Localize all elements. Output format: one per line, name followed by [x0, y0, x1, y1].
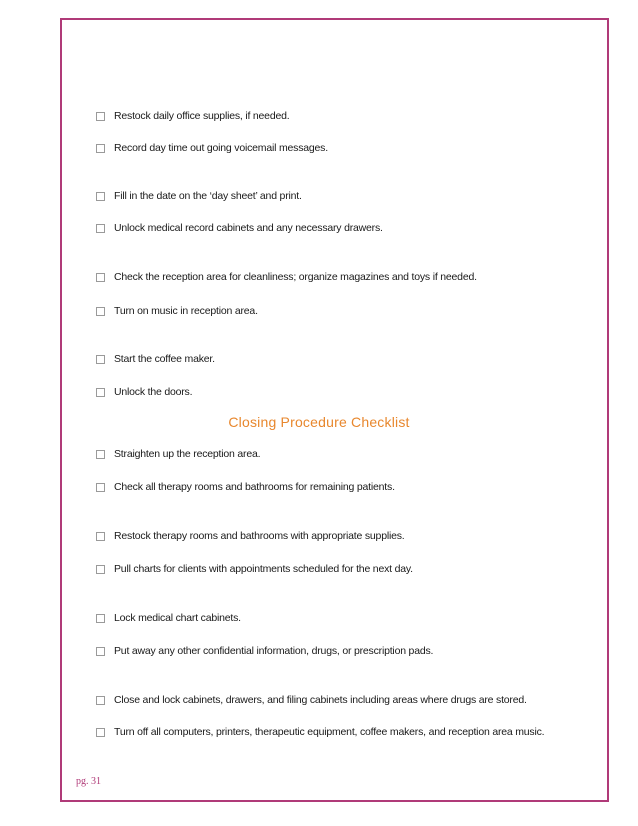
checklist-item	[96, 479, 566, 495]
checkbox-icon[interactable]	[96, 355, 105, 364]
checkbox-icon[interactable]	[96, 388, 105, 397]
checklist-item	[96, 692, 566, 708]
checklist-item-label: Record day time out going voicemail messages.	[114, 142, 328, 154]
checklist-item	[96, 724, 566, 740]
checklist-item	[96, 220, 566, 236]
checklist-item-label: Check the reception area for cleanliness; organize magazines and toys if needed.	[114, 271, 477, 283]
checkbox-icon[interactable]	[96, 614, 105, 623]
checklist-item-label: Start the coffee maker.	[114, 353, 215, 365]
checkbox-icon[interactable]	[96, 532, 105, 541]
checkbox-icon[interactable]	[96, 483, 105, 492]
checklist-item	[96, 351, 566, 367]
checkbox-icon[interactable]	[96, 565, 105, 574]
checkbox-icon[interactable]	[96, 728, 105, 737]
checkbox-icon[interactable]	[96, 450, 105, 459]
checklist-item-label: Unlock medical record cabinets and any necessary drawers.	[114, 222, 383, 234]
checklist-item-label: Restock therapy rooms and bathrooms with appropriate supplies.	[114, 530, 405, 542]
checklist-item-label: Turn on music in reception area.	[114, 305, 258, 317]
checklist-item	[96, 610, 566, 626]
checklist-item	[96, 108, 566, 124]
checklist-item	[96, 561, 566, 577]
checkbox-icon[interactable]	[96, 273, 105, 282]
checklist-item	[96, 384, 566, 400]
checkbox-icon[interactable]	[96, 192, 105, 201]
checklist-item-label: Lock medical chart cabinets.	[114, 612, 241, 624]
checklist-item-label: Pull charts for clients with appointments scheduled for the next day.	[114, 563, 413, 575]
checkbox-icon[interactable]	[96, 647, 105, 656]
checkbox-icon[interactable]	[96, 112, 105, 121]
checklist-item	[96, 269, 566, 285]
checklist-item-label: Straighten up the reception area.	[114, 448, 261, 460]
checklist-item	[96, 528, 566, 544]
checklist-item-label: Fill in the date on the ‘day sheet’ and print.	[114, 190, 302, 202]
checklist-item	[96, 140, 566, 156]
checklist-item-label: Turn off all computers, printers, therapeutic equipment, coffee makers, and reception area music.	[114, 726, 545, 738]
checkbox-icon[interactable]	[96, 307, 105, 316]
checklist-item	[96, 643, 566, 659]
checklist-item-label: Put away any other confidential information, drugs, or prescription pads.	[114, 645, 434, 657]
checklist-item-label: Restock daily office supplies, if needed.	[114, 110, 290, 122]
page-border	[60, 18, 609, 802]
page-number: pg. 31	[76, 776, 101, 787]
checklist-item	[96, 303, 566, 319]
checklist-item-label: Unlock the doors.	[114, 386, 193, 398]
checklist-item-label: Check all therapy rooms and bathrooms for remaining patients.	[114, 481, 395, 493]
checkbox-icon[interactable]	[96, 144, 105, 153]
checklist-item	[96, 188, 566, 204]
closing-procedure-heading: Closing Procedure Checklist	[228, 414, 410, 430]
checkbox-icon[interactable]	[96, 696, 105, 705]
checklist-item-label: Close and lock cabinets, drawers, and filing cabinets including areas where drugs are stored.	[114, 694, 527, 706]
checklist-item	[96, 446, 566, 462]
checkbox-icon[interactable]	[96, 224, 105, 233]
